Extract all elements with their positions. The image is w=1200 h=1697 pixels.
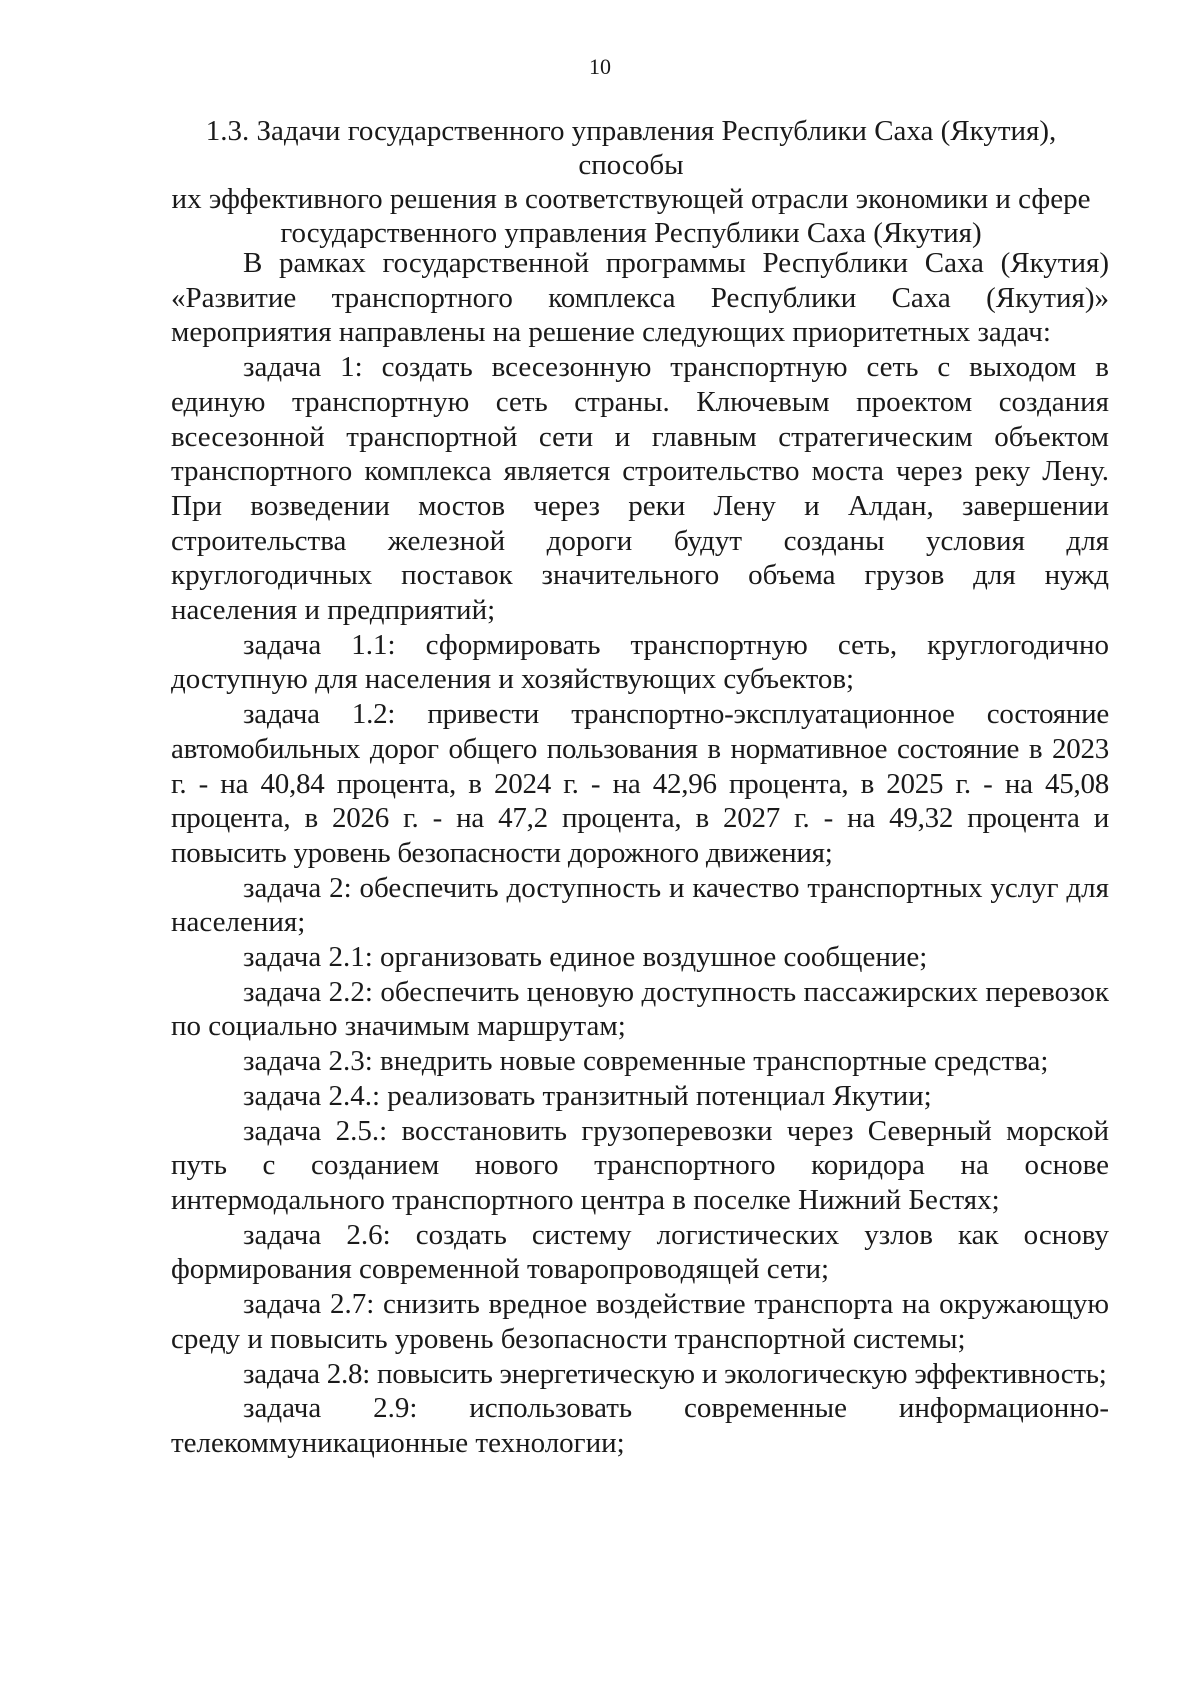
section-heading-line-1: 1.3. Задачи государственного управления Республики Саха (Якутия), способы — [205, 115, 1057, 181]
paragraph-task-2-9: задача 2.9: использовать современные информационно-телекоммуникационные технологии; — [171, 1392, 1109, 1459]
paragraph-task-2-8: задача 2.8: повысить энергетическую и экологическую эффективность; — [243, 1357, 1107, 1390]
document-body — [171, 246, 1109, 1461]
paragraph-task-2: задача 2: обеспечить доступность и качество транспортных услуг для населения; — [171, 871, 1109, 939]
section-heading-line-2: их эффективного решения в соответствующей отрасли экономики и сфере — [171, 183, 1091, 215]
paragraph-task-1-2: задача 1.2: привести транспортно-эксплуатационное состояние автомобильных дорог общего пользования в нормативное состояние в 2023 г. - на 40,84 процента, в 2024 г. - на 42,96 процента, в 2025 г. - на 45,08 процента, в 2026 г. - на 47,2 процента, в 2027 г. - на 49,32 процента и повысить уровень безопасности дорожного движения; — [171, 698, 1109, 869]
paragraph-task-2-7: задача 2.7: снизить вредное воздействие транспорта на окружающую среду и повысить уровень безопасности транспортной системы; — [171, 1288, 1109, 1355]
paragraph-task-1: задача 1: создать всесезонную транспортную сеть с выходом в единую транспортную сеть страны. Ключевым проектом создания всесезонной транспортной сети и главным стратегическим объектом транспортного комплекса является строительство моста через реку Лену. При возведении мостов через реки Лену и Алдан, завершении строительства железной дороги будут созданы условия для круглогодичных поставок значительного объема грузов для нужд населения и предприятий; — [171, 351, 1109, 627]
page-number: 10 — [589, 54, 611, 79]
paragraph-task-2-1: задача 2.1: организовать единое воздушное сообщение; — [243, 941, 928, 974]
paragraph-task-2-5: задача 2.5.: восстановить грузоперевозки через Северный морской путь с созданием нового транспортного коридора на основе интермодального транспортного центра в поселке Нижний Бестях; — [171, 1114, 1109, 1216]
section-heading — [150, 114, 1112, 250]
paragraph-task-2-3: задача 2.3: внедрить новые современные транспортные средства; — [243, 1045, 1049, 1078]
paragraph-task-2-2: задача 2.2: обеспечить ценовую доступность пассажирских перевозок по социально значимым маршрутам; — [171, 975, 1109, 1043]
paragraph-task-1-1: задача 1.1: сформировать транспортную сеть, круглогодично доступную для населения и хозяйствующих субъектов; — [171, 628, 1109, 696]
section-heading-line-3: государственного управления Республики Саха (Якутия) — [280, 217, 982, 249]
paragraph-task-2-4: задача 2.4.: реализовать транзитный потенциал Якутии; — [243, 1079, 932, 1112]
paragraph-intro: В рамках государственной программы Республики Саха (Якутия) «Развитие транспортного комплекса Республики Саха (Якутия)» мероприятия направлены на решение следующих приоритетных задач: — [171, 247, 1109, 349]
paragraph-task-2-6: задача 2.6: создать систему логистических узлов как основу формирования современной товаропроводящей сети; — [171, 1218, 1109, 1286]
